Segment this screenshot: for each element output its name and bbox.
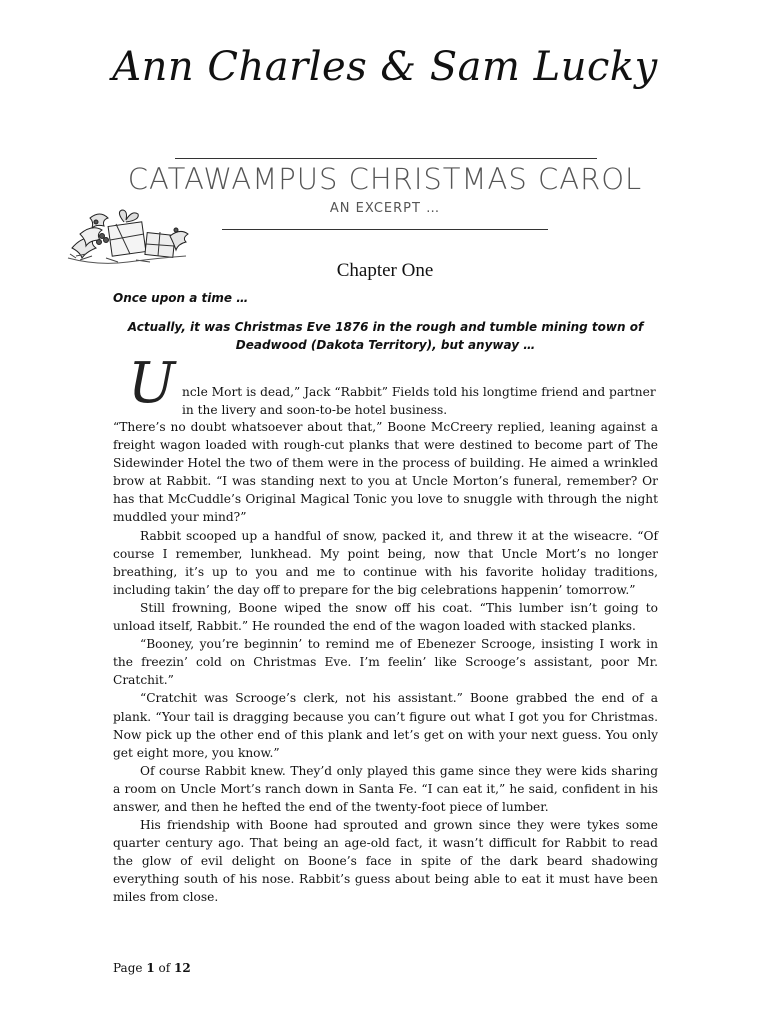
story-body <box>113 418 658 907</box>
page-number: 1 <box>146 961 155 975</box>
opening-line: ncle Mort is dead,” Jack “Rabbit” Fields told his longtime friend and partner <box>182 385 656 399</box>
story-paragraph: “There’s no doubt whatsoever about that,” Boone McCreery replied, leaning against a freight wagon loaded with rough-cut planks that were destined to become part of The Sidewinder Hotel the two of them were in the process of building. He aimed a wrinkled brow at Rabbit. “I was standing next to you at Uncle Morton’s funeral, remember? Or has that McCuddle’s Original Magical Tonic you love to snuggle with through the night muddled your mind?” <box>113 420 658 525</box>
title-bottom-rule <box>222 229 548 230</box>
chapter-heading: Chapter One <box>336 260 434 281</box>
story-paragraph: “Booney, you’re beginnin’ to remind me of Ebenezer Scrooge, insisting I work in the freezin’ cold on Christmas Eve. I’m feelin’ like Scrooge’s assistant, poor Mr. Cratchit.” <box>113 637 658 688</box>
author-names: Ann Charles & Sam Lucky <box>112 44 658 90</box>
holly-gift-ornament-icon <box>66 196 190 268</box>
total-pages: 12 <box>174 961 191 975</box>
page-label: Page <box>113 961 143 975</box>
story-paragraph: “Cratchit was Scrooge’s clerk, not his assistant.” Boone grabbed the end of a plank. “Your tail is dragging because you can’t figure out what I got you for Christmas. Now pick up the other end of this plank and let’s get on with your next guess. You only get eight more, you know.” <box>113 691 658 760</box>
document-subtitle: AN EXCERPT … <box>329 201 441 216</box>
story-paragraph: Still frowning, Boone wiped the snow off his coat. “This lumber isn’t going to unload itself, Rabbit.” He rounded the end of the wagon loaded with stacked planks. <box>113 600 658 634</box>
chapter-intro-paragraph: Actually, it was Christmas Eve 1876 in the rough and tumble mining town of Deadwood (Dakota Territory), but anyway … <box>127 320 644 352</box>
chapter-intro-line: Once upon a time … <box>113 291 249 305</box>
story-paragraph: Of course Rabbit knew. They’d only played this game since they were kids sharing a room on Uncle Mort’s ranch down in Santa Fe. “I can eat it,” he said, confident in his answer, and then he hefted the end of the twenty-foot piece of lumber. <box>113 763 658 814</box>
page-footer <box>113 961 191 975</box>
title-top-rule <box>175 158 597 159</box>
drop-cap: U <box>128 351 176 416</box>
story-paragraph: Rabbit scooped up a handful of snow, packed it, and threw it at the wiseacre. “Of course I remember, lunkhead. My point being, now that Uncle Mort’s no longer breathing, it’s up to you and me to continue with his favorite holiday traditions, including takin’ the day off to prepare for the big celebrations happenin’ tomorrow.” <box>113 528 658 597</box>
opening-line-continuation: in the livery and soon-to-be hotel business. <box>182 403 448 417</box>
document-title: CATAWAMPUS CHRISTMAS CAROL <box>127 162 643 196</box>
story-paragraph: His friendship with Boone had sprouted and grown since they were tykes some quarter century ago. That being an age-old fact, it wasn’t difficult for Rabbit to read the glow of evil delight on Boone’s face in spite of the dark beard shadowing everything south of his nose. Rabbit’s guess about being able to eat it must have been miles from close. <box>113 818 658 905</box>
of-label: of <box>158 961 171 975</box>
